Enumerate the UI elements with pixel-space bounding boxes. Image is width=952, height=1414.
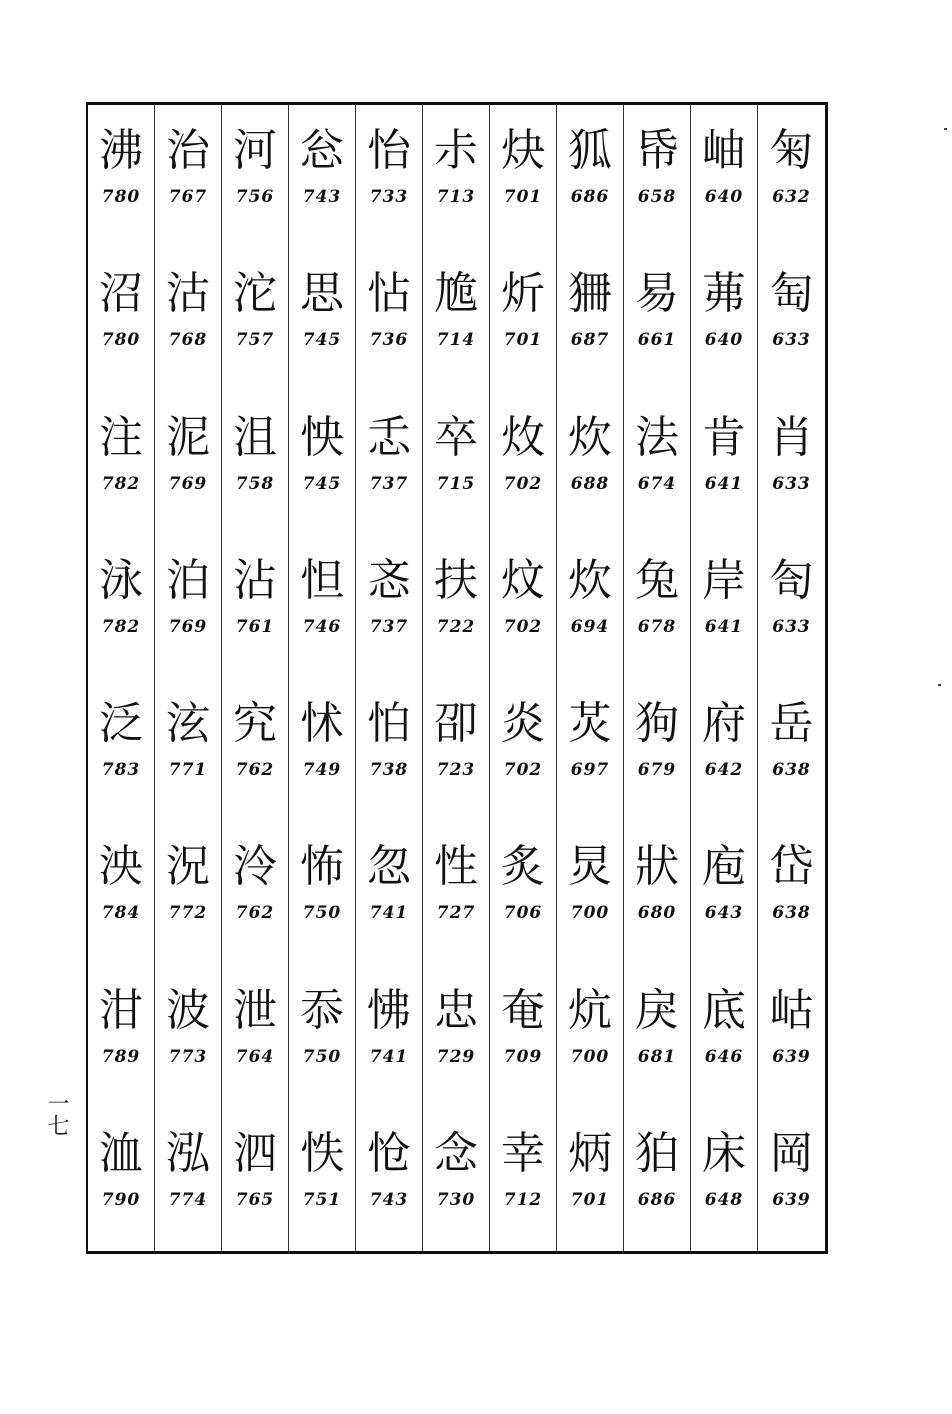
entry-page-number: 782	[101, 473, 141, 494]
entry-page-number: 749	[302, 760, 342, 780]
index-row	[88, 821, 825, 964]
index-entry	[758, 105, 825, 248]
index-row	[88, 965, 825, 1108]
index-entry	[289, 248, 356, 391]
index-row	[88, 392, 825, 535]
entry-character: 忽	[367, 841, 411, 893]
entry-page-number: 738	[369, 760, 409, 780]
index-entry	[758, 678, 825, 821]
entry-character: 岸	[702, 554, 746, 606]
index-entry	[88, 535, 155, 678]
index-entry	[222, 248, 289, 391]
index-entry	[490, 105, 557, 248]
index-entry	[289, 965, 356, 1108]
entry-character: 沽	[166, 268, 210, 320]
index-entry	[356, 1108, 423, 1251]
index-entry	[490, 821, 557, 964]
entry-page-number: 758	[235, 473, 275, 494]
index-entry	[557, 105, 624, 248]
entry-character: 尯	[434, 268, 478, 320]
index-entry	[356, 535, 423, 678]
entry-page-number: 678	[637, 616, 677, 637]
entry-page-number: 771	[168, 760, 208, 780]
entry-page-number: 727	[436, 903, 476, 924]
entry-character: 怗	[367, 268, 411, 320]
index-entry	[222, 392, 289, 535]
index-entry	[88, 1108, 155, 1251]
entry-page-number: 746	[302, 616, 342, 637]
entry-character: 法	[635, 411, 679, 463]
entry-page-number: 723	[436, 760, 476, 780]
entry-character: 炗	[568, 698, 612, 749]
entry-page-number: 722	[436, 616, 476, 637]
entry-character: 底	[702, 984, 746, 1036]
entry-page-number: 715	[436, 473, 476, 494]
entry-character: 泗	[233, 1127, 277, 1179]
entry-page-number: 701	[503, 187, 543, 207]
entry-character: 怢	[300, 1127, 344, 1179]
index-entry	[222, 535, 289, 678]
index-entry	[624, 965, 691, 1108]
entry-character: 沾	[233, 554, 277, 606]
index-entry	[289, 105, 356, 248]
entry-page-number: 700	[570, 1046, 610, 1067]
entry-page-number: 638	[772, 760, 811, 780]
entry-character: 沼	[99, 268, 143, 320]
entry-page-number: 688	[570, 473, 610, 494]
entry-character: 泛	[99, 698, 143, 749]
entry-character: 庖	[702, 841, 746, 893]
index-entry	[758, 821, 825, 964]
entry-character: 炊	[568, 554, 612, 606]
entry-page-number: 640	[704, 330, 744, 351]
entry-page-number: 737	[369, 616, 409, 637]
entry-character: 匊	[769, 125, 814, 176]
index-entry	[356, 392, 423, 535]
index-entry	[222, 105, 289, 248]
entry-character: 究	[233, 698, 277, 749]
entry-page-number: 674	[637, 473, 677, 494]
index-entry	[691, 248, 758, 391]
entry-character: 炕	[568, 984, 612, 1036]
entry-character: 易	[635, 268, 679, 320]
entry-character: 忎	[367, 411, 411, 463]
entry-character: 怡	[367, 125, 411, 176]
index-entry	[490, 678, 557, 821]
index-entry	[423, 392, 490, 535]
entry-character: 狛	[635, 1127, 679, 1179]
index-entry	[557, 821, 624, 964]
index-entry	[155, 821, 222, 964]
entry-page-number: 772	[168, 903, 208, 924]
index-entry	[88, 248, 155, 391]
entry-page-number: 713	[436, 187, 476, 207]
entry-character: 泔	[99, 984, 143, 1036]
index-entry	[490, 535, 557, 678]
index-entry	[88, 965, 155, 1108]
entry-page-number: 756	[235, 187, 275, 207]
entry-character: 岵	[769, 984, 814, 1036]
entry-character: 忠	[434, 984, 478, 1036]
entry-character: 洫	[99, 1127, 143, 1179]
entry-page-number: 679	[637, 760, 677, 780]
entry-page-number: 709	[503, 1046, 543, 1067]
entry-character: 忞	[367, 554, 411, 606]
entry-character: 泄	[233, 984, 277, 1036]
index-entry	[691, 105, 758, 248]
entry-page-number: 773	[168, 1046, 208, 1067]
entry-character: 床	[702, 1127, 746, 1179]
entry-page-number: 784	[101, 903, 141, 924]
entry-character: 肯	[702, 411, 746, 463]
entry-character: 炳	[568, 1127, 612, 1179]
index-entry	[222, 1108, 289, 1251]
entry-page-number: 700	[570, 903, 610, 924]
index-entry	[490, 965, 557, 1108]
entry-page-number: 639	[772, 1046, 811, 1067]
entry-page-number: 750	[302, 1046, 342, 1067]
entry-character: 狐	[568, 125, 612, 176]
index-entry	[423, 965, 490, 1108]
entry-page-number: 789	[101, 1046, 141, 1067]
entry-page-number: 646	[704, 1046, 744, 1067]
entry-page-number: 762	[235, 760, 275, 780]
index-entry	[691, 392, 758, 535]
index-entry	[758, 1108, 825, 1251]
entry-page-number: 745	[302, 330, 342, 351]
index-entry	[222, 821, 289, 964]
entry-character: 沸	[99, 125, 143, 176]
index-entry	[356, 965, 423, 1108]
entry-character: 河	[233, 125, 277, 176]
entry-page-number: 680	[637, 903, 677, 924]
entry-page-number: 702	[503, 760, 543, 780]
entry-page-number: 730	[436, 1189, 476, 1210]
character-index-table	[86, 102, 828, 1254]
index-entry	[691, 535, 758, 678]
entry-character: 沮	[233, 411, 277, 463]
entry-page-number: 643	[704, 903, 744, 924]
entry-character: 波	[166, 984, 210, 1036]
index-entry	[758, 965, 825, 1108]
index-entry	[155, 248, 222, 391]
entry-character: 炙	[501, 841, 545, 893]
entry-character: 炅	[568, 841, 612, 893]
entry-page-number: 761	[235, 616, 275, 637]
entry-character: 泫	[166, 698, 210, 749]
entry-page-number: 681	[637, 1046, 677, 1067]
entry-page-number: 702	[503, 473, 543, 494]
entry-character: 怖	[300, 841, 344, 893]
entry-character: 怏	[300, 411, 344, 463]
entry-page-number: 762	[235, 903, 275, 924]
entry-character: 沱	[233, 268, 277, 320]
entry-page-number: 743	[302, 187, 342, 207]
scan-speck	[944, 128, 947, 130]
entry-character: 幸	[501, 1127, 545, 1179]
entry-page-number: 757	[235, 330, 275, 351]
entry-page-number: 639	[772, 1189, 811, 1210]
entry-character: 肖	[769, 411, 814, 463]
index-entry	[423, 1108, 490, 1251]
entry-page-number: 769	[168, 616, 208, 637]
index-entry	[155, 965, 222, 1108]
entry-page-number: 767	[168, 187, 208, 207]
entry-page-number: 661	[637, 330, 677, 351]
index-row	[88, 248, 825, 391]
entry-page-number: 640	[704, 187, 744, 207]
entry-page-number: 712	[503, 1189, 543, 1210]
entry-page-number: 638	[772, 903, 811, 924]
index-entry	[624, 105, 691, 248]
entry-character: 茀	[702, 268, 746, 320]
entry-character: 狀	[635, 841, 679, 893]
entry-page-number: 783	[101, 760, 141, 780]
entry-page-number: 641	[704, 473, 744, 494]
entry-character: 帋	[635, 125, 679, 176]
entry-page-number: 743	[369, 1189, 409, 1210]
index-entry	[624, 1108, 691, 1251]
index-entry	[758, 248, 825, 391]
index-entry	[691, 821, 758, 964]
entry-page-number: 782	[101, 616, 141, 637]
entry-character: 泱	[99, 841, 143, 893]
entry-page-number: 780	[101, 187, 141, 207]
entry-page-number: 658	[637, 187, 677, 207]
index-entry	[88, 678, 155, 821]
entry-page-number: 741	[369, 903, 409, 924]
index-entry	[624, 678, 691, 821]
index-entry	[423, 105, 490, 248]
entry-character: 卒	[434, 411, 478, 463]
entry-page-number: 702	[503, 616, 543, 637]
entry-page-number: 751	[302, 1189, 342, 1210]
entry-page-number: 633	[772, 330, 811, 351]
entry-character: 怵	[300, 698, 344, 749]
entry-character: 戾	[635, 984, 679, 1036]
entry-page-number: 736	[369, 330, 409, 351]
index-entry	[222, 678, 289, 821]
index-entry	[356, 248, 423, 391]
entry-page-number: 633	[772, 616, 811, 637]
index-entry	[624, 248, 691, 391]
entry-character: 匋	[769, 268, 814, 320]
index-entry	[557, 535, 624, 678]
index-row	[88, 678, 825, 821]
entry-page-number: 780	[101, 330, 141, 351]
entry-page-number: 686	[637, 1189, 677, 1210]
entry-character: 怆	[367, 1127, 411, 1179]
entry-page-number: 764	[235, 1046, 275, 1067]
entry-character: 炔	[501, 125, 545, 176]
entry-character: 岳	[769, 698, 814, 749]
entry-character: 思	[300, 268, 344, 320]
index-entry	[758, 392, 825, 535]
entry-page-number: 694	[570, 616, 610, 637]
index-entry	[222, 965, 289, 1108]
index-entry	[557, 1108, 624, 1251]
entry-page-number: 701	[570, 1189, 610, 1210]
index-entry	[691, 965, 758, 1108]
entry-character: 泥	[166, 411, 210, 463]
page-number-marker: 一七	[44, 1092, 69, 1136]
index-entry	[155, 535, 222, 678]
entry-character: 兔	[635, 554, 679, 606]
index-entry	[356, 821, 423, 964]
entry-character: 岡	[769, 1127, 814, 1179]
index-row	[88, 105, 825, 248]
entry-character: 奄	[501, 984, 545, 1036]
index-entry	[289, 821, 356, 964]
entry-character: 扶	[434, 554, 478, 606]
index-entry	[557, 392, 624, 535]
entry-character: 泠	[233, 841, 277, 893]
entry-character: 怫	[367, 984, 411, 1036]
entry-page-number: 641	[704, 616, 744, 637]
entry-page-number: 706	[503, 903, 543, 924]
index-entry	[289, 535, 356, 678]
scan-speck	[938, 684, 941, 686]
index-entry	[155, 678, 222, 821]
index-entry	[490, 1108, 557, 1251]
entry-page-number: 745	[302, 473, 342, 494]
entry-character: 忝	[300, 984, 344, 1036]
entry-page-number: 697	[570, 760, 610, 780]
index-entry	[88, 821, 155, 964]
entry-character: 念	[434, 1127, 478, 1179]
index-entry	[356, 678, 423, 821]
entry-page-number: 774	[168, 1189, 208, 1210]
entry-page-number: 648	[704, 1189, 744, 1210]
index-entry	[490, 248, 557, 391]
index-entry	[691, 1108, 758, 1251]
entry-character: 炎	[501, 698, 545, 749]
index-entry	[624, 535, 691, 678]
entry-character: 注	[99, 411, 143, 463]
index-entry	[624, 821, 691, 964]
entry-page-number: 750	[302, 903, 342, 924]
entry-page-number: 642	[704, 760, 744, 780]
entry-page-number: 633	[772, 473, 811, 494]
entry-character: 況	[166, 841, 210, 893]
entry-character: 炇	[501, 411, 545, 463]
entry-character: 炘	[501, 268, 545, 320]
index-entry	[289, 678, 356, 821]
entry-page-number: 733	[369, 187, 409, 207]
index-entry	[557, 248, 624, 391]
entry-character: 狗	[635, 698, 679, 749]
index-entry	[155, 105, 222, 248]
entry-character: 府	[702, 698, 746, 749]
index-entry	[624, 392, 691, 535]
entry-page-number: 687	[570, 330, 610, 351]
index-entry	[289, 1108, 356, 1251]
entry-character: 泓	[166, 1127, 210, 1179]
entry-character: 炊	[568, 411, 612, 463]
entry-page-number: 701	[503, 330, 543, 351]
entry-character: 性	[434, 841, 478, 893]
index-entry	[691, 678, 758, 821]
entry-page-number: 686	[570, 187, 610, 207]
entry-page-number: 741	[369, 1046, 409, 1067]
entry-page-number: 632	[772, 187, 811, 207]
entry-character: 炆	[501, 554, 545, 606]
entry-character: 匌	[769, 554, 814, 606]
entry-page-number: 790	[101, 1189, 141, 1210]
index-entry	[289, 392, 356, 535]
entry-page-number: 769	[168, 473, 208, 494]
entry-character: 岱	[769, 841, 814, 893]
entry-character: 狦	[568, 268, 612, 320]
index-entry	[490, 392, 557, 535]
index-entry	[758, 535, 825, 678]
index-entry	[423, 821, 490, 964]
entry-character: 忩	[300, 125, 344, 176]
index-entry	[423, 535, 490, 678]
entry-character: 泊	[166, 554, 210, 606]
index-entry	[423, 248, 490, 391]
entry-character: 治	[166, 125, 210, 176]
index-entry	[356, 105, 423, 248]
entry-character: 卲	[434, 698, 478, 749]
index-row	[88, 1108, 825, 1251]
entry-character: 怕	[367, 698, 411, 749]
index-row	[88, 535, 825, 678]
entry-character: 怛	[300, 554, 344, 606]
entry-character: 岫	[702, 125, 746, 176]
index-entry	[557, 678, 624, 821]
index-entry	[423, 678, 490, 821]
entry-page-number: 768	[168, 330, 208, 351]
entry-character: 泳	[99, 554, 143, 606]
entry-page-number: 714	[436, 330, 476, 351]
entry-page-number: 737	[369, 473, 409, 494]
index-entry	[88, 105, 155, 248]
index-entry	[155, 392, 222, 535]
entry-page-number: 729	[436, 1046, 476, 1067]
entry-character: 尗	[434, 125, 478, 176]
index-entry	[557, 965, 624, 1108]
index-entry	[155, 1108, 222, 1251]
entry-page-number: 765	[235, 1189, 275, 1210]
index-entry	[88, 392, 155, 535]
